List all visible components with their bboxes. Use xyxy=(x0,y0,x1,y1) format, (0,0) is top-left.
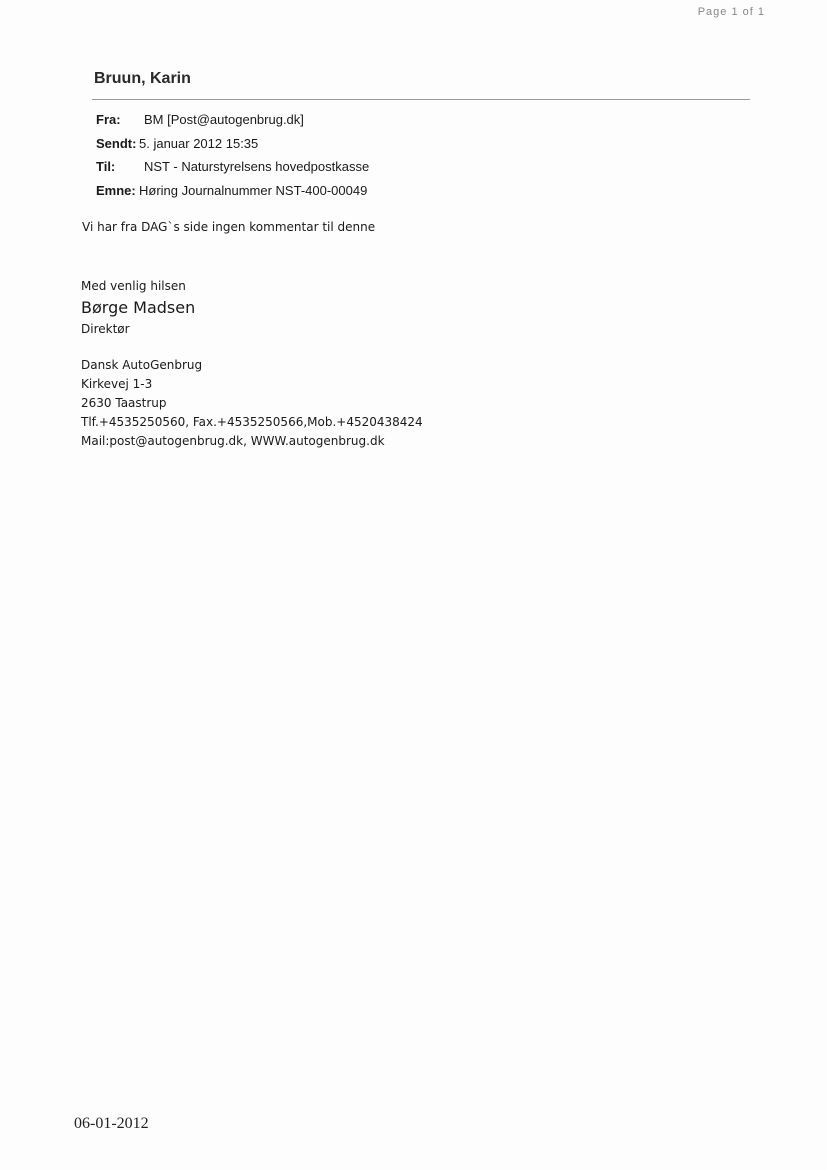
received-date-stamp: 06-01-2012 xyxy=(74,1115,149,1132)
field-value: Høring Journalnummer NST-400-00049 xyxy=(139,182,368,198)
field-label: Sendt: xyxy=(96,135,137,151)
field-label: Fra: xyxy=(96,112,121,127)
email-header-fields xyxy=(96,108,369,202)
email-body: Vi har fra DAG`s side ingen kommentar til denne xyxy=(82,220,376,234)
signer-title: Direktør xyxy=(81,322,130,336)
page-number: Page 1 of 1 xyxy=(697,6,765,18)
company-name: Dansk AutoGenbrug xyxy=(81,358,203,372)
company-phones: Tlf.+4535250560, Fax.+4535250566,Mob.+4520438424 xyxy=(81,415,423,429)
field-label: Til: xyxy=(96,159,116,174)
field-sent xyxy=(96,132,369,156)
company-city: 2630 Taastrup xyxy=(81,396,167,410)
field-label: Emne: xyxy=(96,182,136,198)
company-web: Mail:post@autogenbrug.dk, WWW.autogenbrug.dk xyxy=(81,434,385,448)
field-value: BM [Post@autogenbrug.dk] xyxy=(144,112,304,127)
company-block xyxy=(81,356,423,451)
field-value: 5. januar 2012 15:35 xyxy=(139,135,259,151)
field-subject xyxy=(96,179,369,203)
field-from xyxy=(96,108,369,132)
signer-name: Børge Madsen xyxy=(81,298,196,317)
company-street: Kirkevej 1-3 xyxy=(81,377,153,391)
sender-name: Bruun, Karin xyxy=(94,70,191,87)
field-to xyxy=(96,155,369,179)
signature-block xyxy=(81,277,195,339)
header-divider xyxy=(92,99,750,100)
greeting: Med venlig hilsen xyxy=(81,279,186,293)
field-value: NST - Naturstyrelsens hovedpostkasse xyxy=(144,159,370,174)
